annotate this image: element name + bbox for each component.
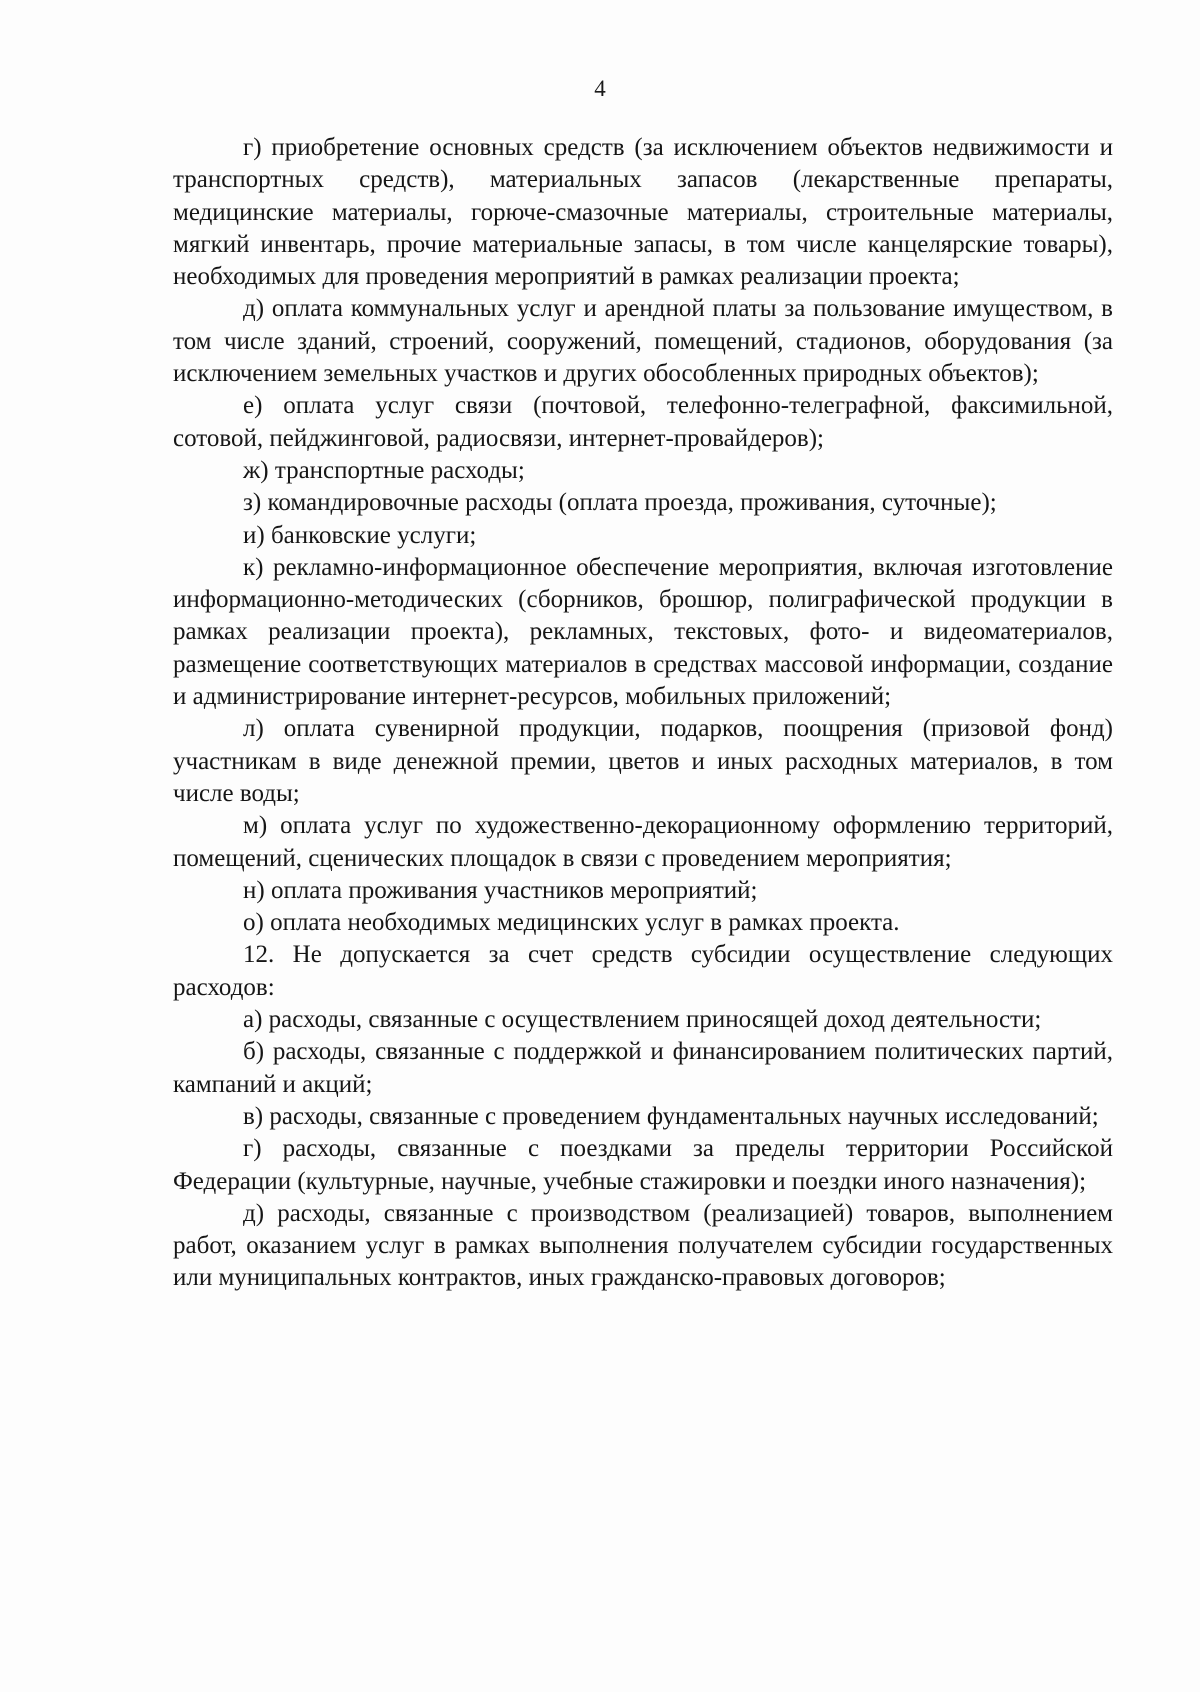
paragraph-o-medical: о) оплата необходимых медицинских услуг в рамках проекта.	[243, 909, 900, 937]
paragraph-m-decoration: м) оплата услуг по художественно-декорационному оформлению территорий, помещений, сценических площадок в связи с проведением мероприятия;	[173, 812, 1113, 872]
paragraph-i-banking: и) банковские услуги;	[243, 521, 477, 549]
paragraph-e-communications: е) оплата услуг связи (почтовой, телефонно-телеграфной, факсимильной, сотовой, пейджинговой, радиосвязи, интернет-провайдеров);	[173, 392, 1113, 452]
document-body	[173, 132, 1113, 1295]
paragraph-d-contracts: д) расходы, связанные с производством (реализацией) товаров, выполнением работ, оказанием услуг в рамках выполнения получателем субсидии государственных или муниципальных контрактов, иных гражданско-правовых договоров;	[173, 1199, 1113, 1292]
paragraph-k-advertising: к) рекламно-информационное обеспечение мероприятия, включая изготовление информационно-методических (сборников, брошюр, полиграфической продукции в рамках реализации проекта), рекламных, текстовых, фото- и видеоматериалов, размещение соответствующих материалов в средствах массовой информации, создание и администрирование интернет-ресурсов, мобильных приложений;	[173, 553, 1113, 711]
paragraph-12-not-allowed: 12. Не допускается за счет средств субсидии осуществление следующих расходов:	[173, 941, 1113, 1001]
paragraph-b-political: б) расходы, связанные с поддержкой и финансированием политических партий, кампаний и акций;	[173, 1038, 1113, 1098]
paragraph-zh-transport: ж) транспортные расходы;	[243, 456, 525, 484]
page-number: 4	[594, 76, 606, 101]
paragraph-a-income: а) расходы, связанные с осуществлением приносящей доход деятельности;	[243, 1006, 1042, 1034]
paragraph-g-fixed-assets: г) приобретение основных средств (за исключением объектов недвижимости и транспортных средств), материальных запасов (лекарственные препараты, медицинские материалы, горюче-смазочные материалы, строительные материалы, мягкий инвентарь, прочие материальные запасы, в том числе канцелярские товары), необходимых для проведения мероприятий в рамках реализации проекта;	[173, 134, 1113, 291]
paragraph-v-research: в) расходы, связанные с проведением фундаментальных научных исследований;	[243, 1102, 1099, 1130]
paragraph-z-travel: з) командировочные расходы (оплата проезда, проживания, суточные);	[243, 489, 997, 517]
paragraph-g-abroad: г) расходы, связанные с поездками за пределы территории Российской Федерации (культурные, научные, учебные стажировки и поездки иного назначения);	[173, 1135, 1113, 1195]
paragraph-n-accommodation: н) оплата проживания участников мероприятий;	[243, 876, 758, 904]
paragraph-d-utilities: д) оплата коммунальных услуг и арендной платы за пользование имуществом, в том числе зданий, строений, сооружений, помещений, стадионов, оборудования (за исключением земельных участков и других обособленных природных объектов);	[173, 295, 1113, 388]
paragraph-l-souvenirs: л) оплата сувенирной продукции, подарков, поощрения (призовой фонд) участникам в виде денежной премии, цветов и иных расходных материалов, в том числе воды;	[173, 715, 1113, 807]
